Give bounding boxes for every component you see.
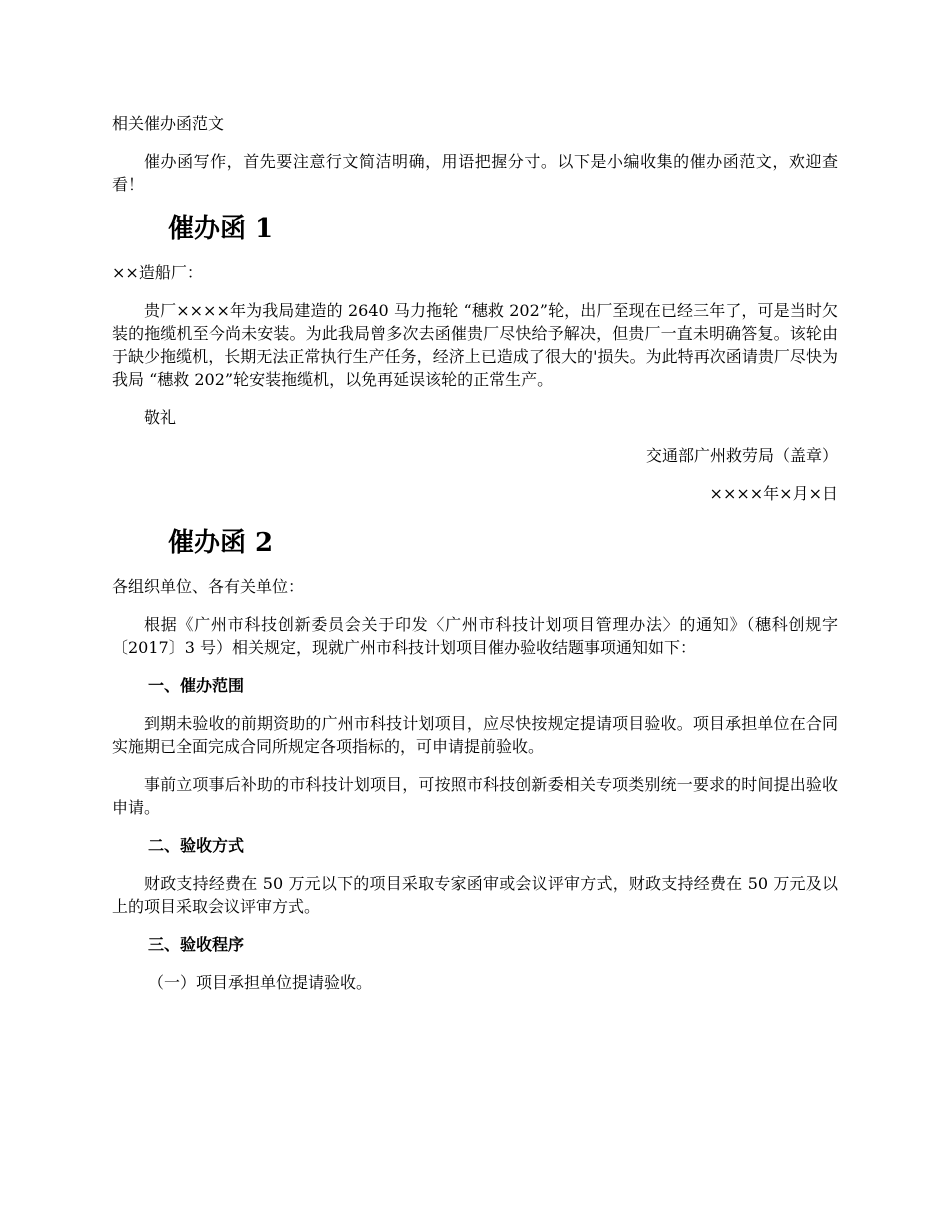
letter1-body: 贵厂××××年为我局建造的 2640 马力拖轮 “穗救 202”轮，出厂至现在已经三年了，可是当时欠装的拖缆机至今尚未安装。为此我局曾多次去函催贵厂尽快给予解决，但贵厂一直未明确答复。该轮由于缺少拖缆机，长期无法正常执行生产任务，经济上已造成了很大的'损失。为此特再次函请贵厂尽快为我局 “穗救 202”轮安装拖缆机，以免再延误该轮的正常生产。 [112, 301, 838, 389]
letter1-heading: 催办函 1 [168, 214, 274, 244]
section3-item-1: （一）项目承担单位提请验收。 [148, 973, 373, 992]
letter1-closing: 敬礼 [144, 408, 177, 427]
document-title: 相关催办函范文 [112, 114, 225, 133]
intro-paragraph: 催办函写作，首先要注意行文简洁明确，用语把握分寸。以下是小编收集的催办函范文，欢迎查看！ [112, 152, 838, 194]
letter1-date: ××××年×月×日 [709, 484, 838, 503]
letter2-heading: 催办函 2 [168, 528, 274, 558]
letter1-signature: 交通部广州救劳局（盖章） [645, 446, 838, 465]
letter2-salutation: 各组织单位、各有关单位： [112, 577, 305, 596]
section1-title: 一、催办范围 [148, 676, 245, 695]
letter2-body: 根据《广州市科技创新委员会关于印发〈广州市科技计划项目管理办法〉的通知》（穗科创规字〔2017〕3 号）相关规定，现就广州市科技计划项目催办验收结题事项通知如下： [112, 615, 838, 657]
section2-title: 二、验收方式 [148, 836, 245, 855]
section1-paragraph-1: 到期未验收的前期资助的广州市科技计划项目，应尽快按规定提请项目验收。项目承担单位在合同实施期已全面完成合同所规定各项指标的，可申请提前验收。 [112, 714, 838, 756]
section1-paragraph-2: 事前立项事后补助的市科技计划项目，可按照市科技创新委相关专项类别统一要求的时间提出验收申请。 [112, 775, 838, 817]
document-page [112, 112, 838, 1009]
letter1-salutation: ××造船厂： [112, 263, 203, 282]
section2-paragraph-1: 财政支持经费在 50 万元以下的项目采取专家函审或会议评审方式，财政支持经费在 50 万元及以上的项目采取会议评审方式。 [112, 874, 838, 916]
section3-title: 三、验收程序 [148, 935, 245, 954]
